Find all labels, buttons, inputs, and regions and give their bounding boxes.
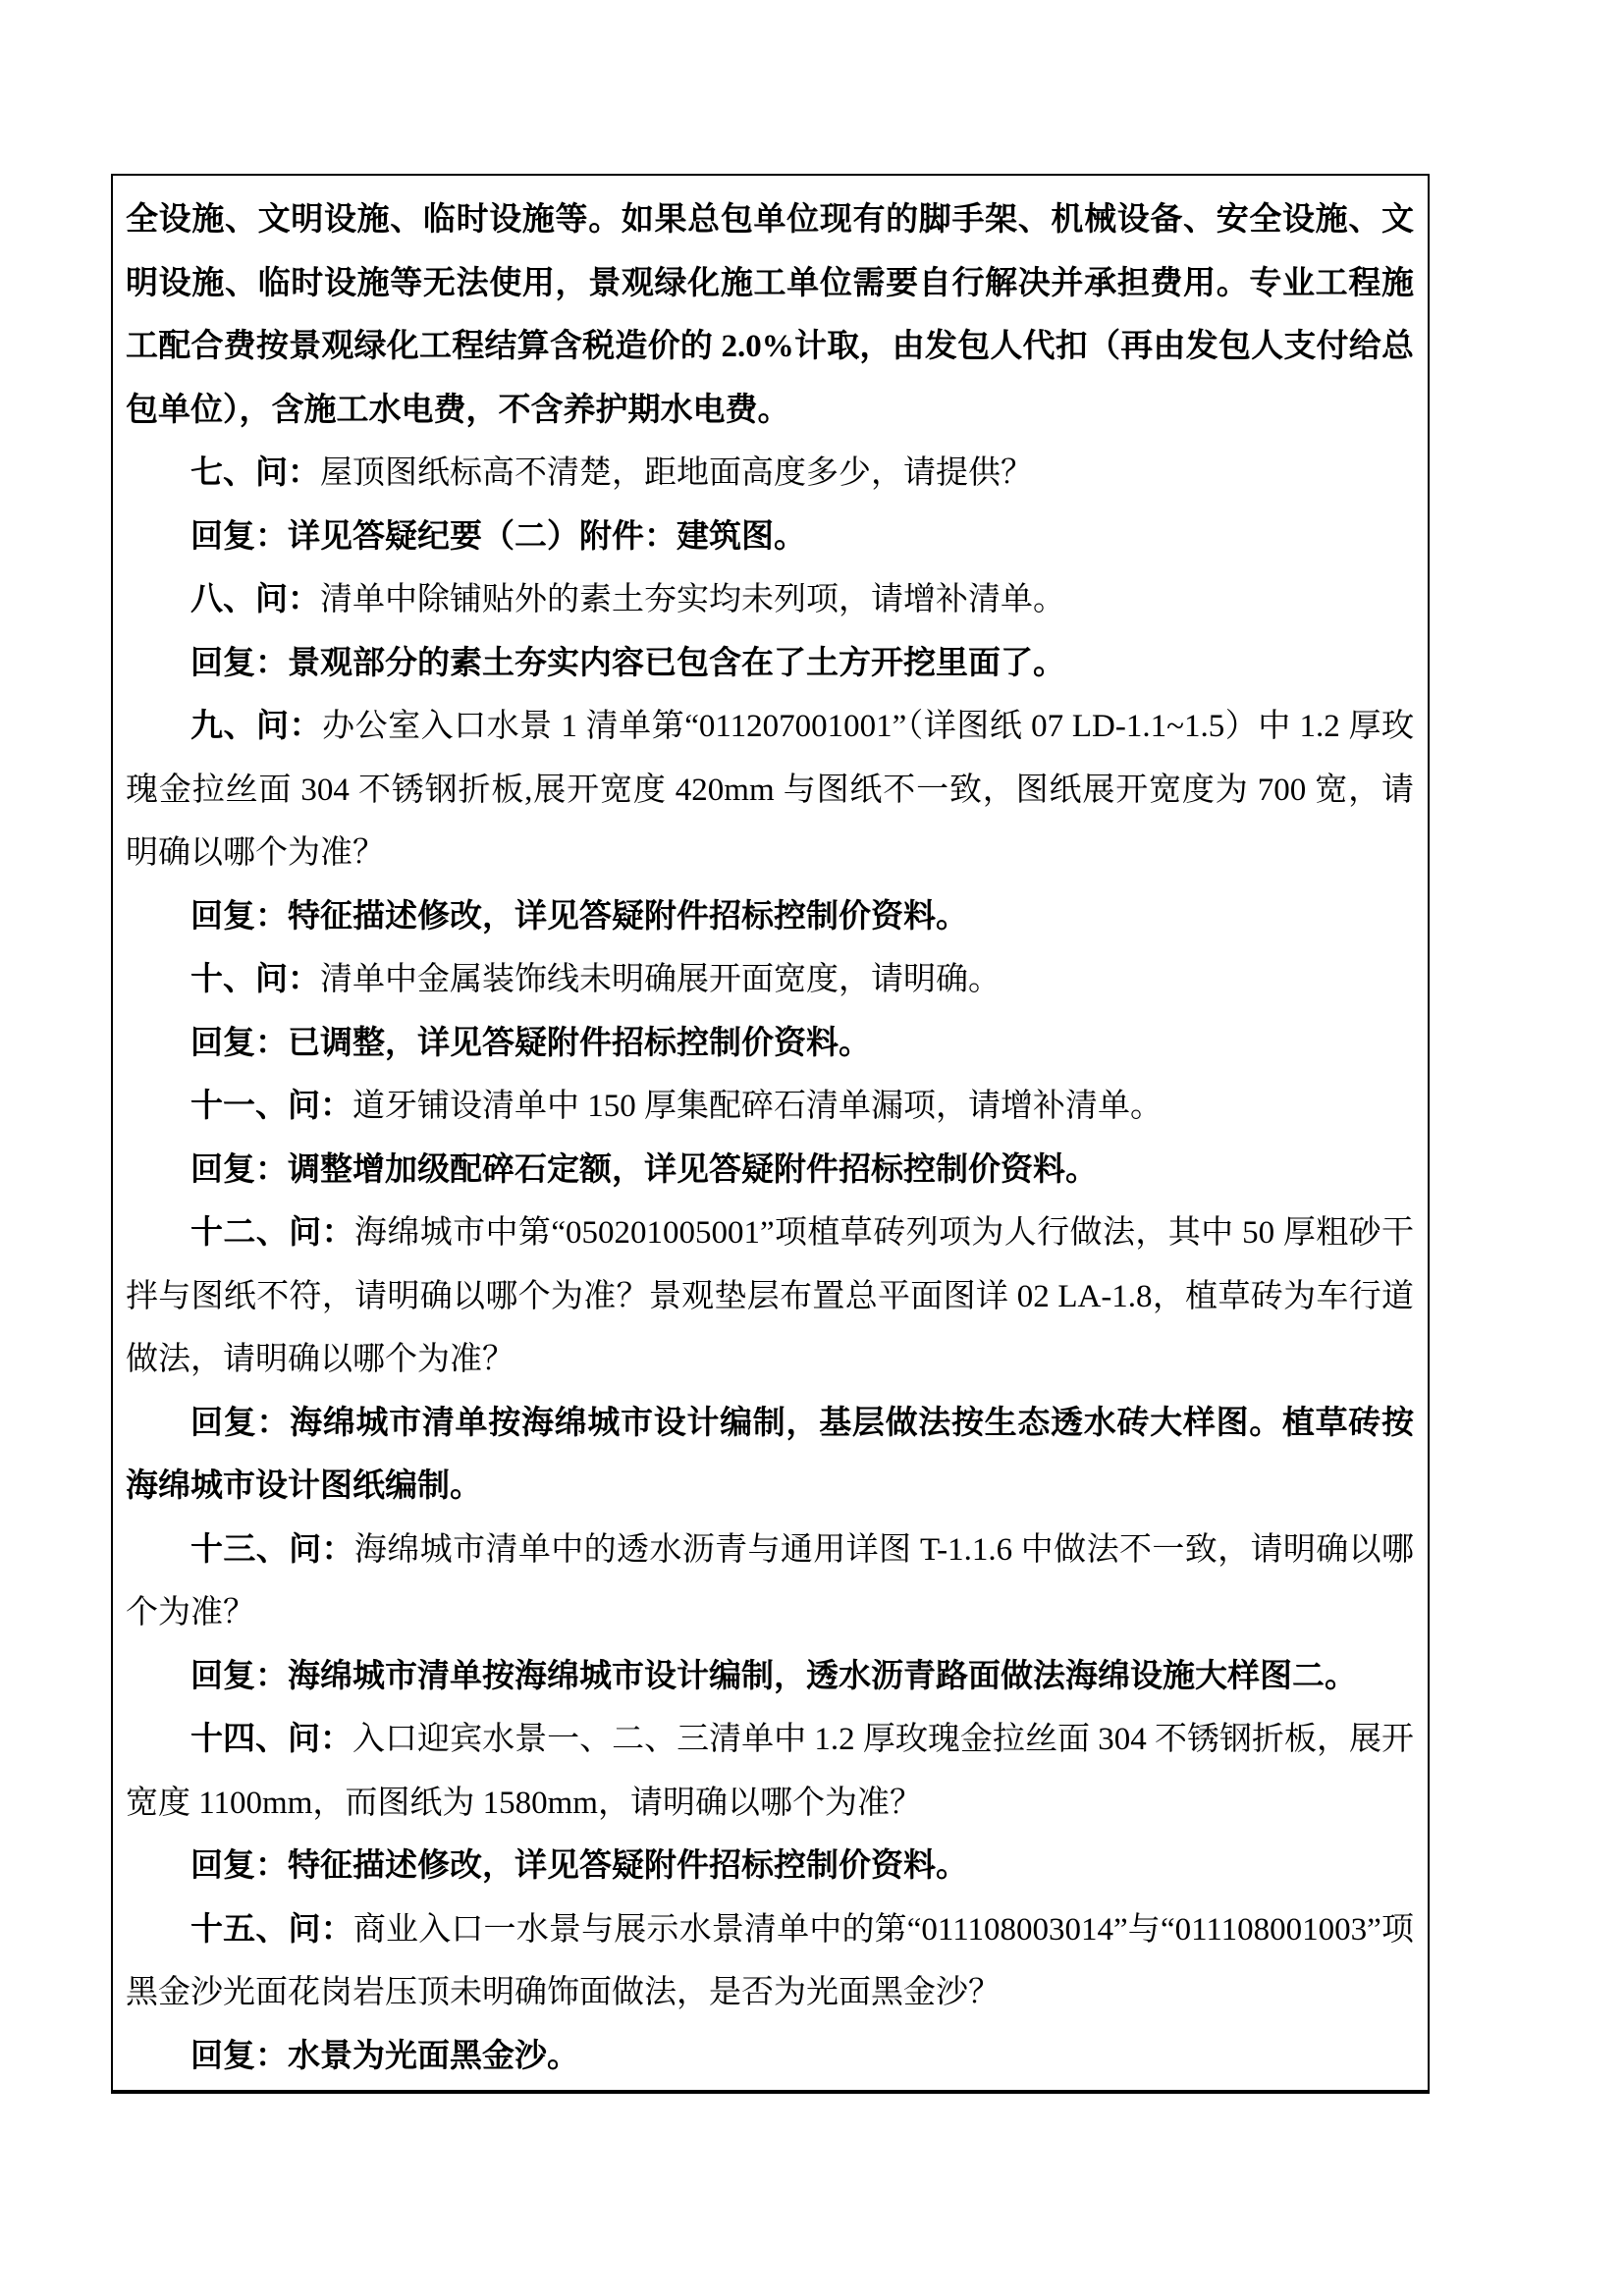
reply-10-paragraph [126,1012,1414,1076]
question-text: 道牙铺设清单中 150 厚集配碎石清单漏项，请增补清单。 [352,1089,1163,1124]
reply-text: 回复：景观部分的素土夯实内容已包含在了土方开挖里面了。 [190,645,1065,681]
question-prefix: 十一、问： [190,1089,352,1124]
question-prefix: 九、问： [190,709,323,744]
question-13-paragraph [126,1519,1414,1645]
reply-text: 回复：海绵城市清单按海绵城市设计编制，透水沥青路面做法海绵设施大样图二。 [190,1658,1357,1694]
question-text: 清单中除铺贴外的素土夯实均未列项，请增补清单。 [320,582,1065,617]
reply-15-paragraph [126,2025,1414,2089]
question-text: 海绵城市中第“050201005001”项植草砖列项为人行做法，其中 50 厚粗砂干拌与图纸不符，请明确以哪个为准？景观垫层布置总平面图详 02 LA-1.8，植草砖为车行道做法，请明确以哪个为准？ [126,1215,1414,1377]
reply-text: 全设施、文明设施、临时设施等。如果总包单位现有的脚手架、机械设备、安全设施、文明设施、临时设施等无法使用，景观绿化施工单位需要自行解决并承担费用。专业工程施工配合费按景观绿化工程结算含税造价的 2.0%计取，由发包人代扣（再由发包人支付给总包单位），含施工水电费，不含养护期水电费。 [126,202,1414,428]
question-10-paragraph [126,948,1414,1012]
reply-8-paragraph [126,632,1414,696]
reply-text: 回复：海绵城市清单按海绵城市设计编制，基层做法按生态透水砖大样图。植草砖按海绵城市设计图纸编制。 [126,1405,1414,1504]
reply-12-paragraph [126,1392,1414,1519]
question-prefix: 十二、问： [190,1215,354,1251]
qa-table-cell [111,174,1430,2094]
reply-14-paragraph [126,1835,1414,1898]
question-12-paragraph [126,1201,1414,1392]
question-text: 入口迎宾水景一、二、三清单中 1.2 厚玫瑰金拉丝面 304 不锈钢折板，展开宽度 1100mm，而图纸为 1580mm，请明确以哪个为准？ [126,1722,1415,1821]
question-prefix: 十三、问： [190,1531,354,1568]
question-text: 商业入口一水景与展示水景清单中的第“011108003014”与“011108001003”项黑金沙光面花岗岩压顶未明确饰面做法，是否为光面黑金沙？ [126,1911,1414,2010]
reply-text: 回复：特征描述修改，详见答疑附件招标控制价资料。 [190,1848,968,1884]
question-prefix: 十四、问： [190,1722,353,1757]
question-9-paragraph [126,695,1414,885]
reply-text: 回复：水景为光面黑金沙。 [190,2038,579,2074]
question-prefix: 十五、问： [190,1911,353,1948]
reply-11-paragraph [126,1139,1414,1202]
question-text: 海绵城市清单中的透水沥青与通用详图 T-1.1.6 中做法不一致，请明确以哪个为准？ [126,1531,1415,1630]
question-prefix: 八、问： [190,582,320,617]
question-text: 清单中金属装饰线未明确展开面宽度，请明确。 [320,962,1001,997]
reply-text: 回复：已调整，详见答疑附件招标控制价资料。 [190,1025,871,1061]
reply-13-paragraph [126,1645,1414,1709]
reply-7-paragraph [126,506,1414,569]
reply-text: 回复：特征描述修改，详见答疑附件招标控制价资料。 [190,898,968,934]
question-14-paragraph [126,1708,1414,1835]
question-text: 办公室入口水景 1 清单第“011207001001”（详图纸 07 LD-1.1~1.5）中 1.2 厚玫瑰金拉丝面 304 不锈钢折板,展开宽度 420mm 与图纸不一致，图纸展开宽度为 700 宽，请明确以哪个为准？ [126,709,1415,871]
question-15-paragraph [126,1898,1414,2025]
question-8-paragraph [126,568,1414,632]
question-text: 屋顶图纸标高不清楚，距地面高度多少，请提供？ [320,455,1033,491]
question-prefix: 七、问： [190,455,320,491]
question-11-paragraph [126,1075,1414,1139]
reply-continuation-paragraph [126,188,1414,442]
reply-9-paragraph [126,885,1414,949]
reply-text: 回复：详见答疑纪要（二）附件：建筑图。 [190,518,806,555]
question-prefix: 十、问： [190,962,320,997]
question-7-paragraph [126,442,1414,506]
reply-text: 回复：调整增加级配碎石定额，详见答疑附件招标控制价资料。 [190,1151,1098,1188]
